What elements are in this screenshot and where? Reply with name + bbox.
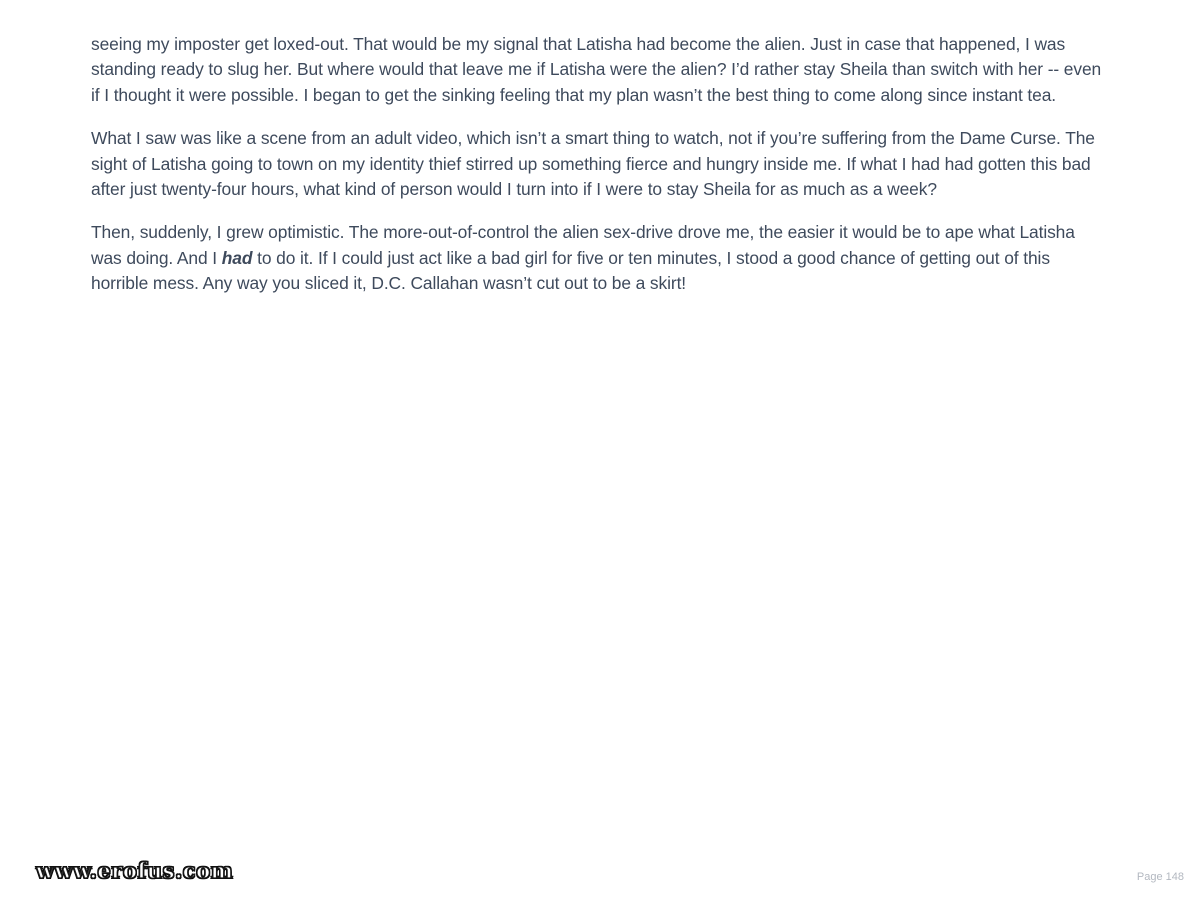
paragraph-1: seeing my imposter get loxed-out. That would be my signal that Latisha had become the alien. Just in case that happened, I was standing ready to slug her. But where would that leave me if Latisha were the alien? I’d rather stay Sheila than switch with her -- even if I thought it were possible. I began to get the sinking feeling that my plan wasn’t the best thing to come along since instant tea. (91, 34, 1102, 105)
paragraph-3-end: to do it. If I could just act like a bad girl for five or ten minutes, I stood a good chance of getting out of this horrible mess. Any way you sliced it, D.C. Callahan wasn’t cut out to be a skirt! (91, 247, 1050, 294)
paragraph-3-start: Then, suddenly, I grew optimistic. The more-out-of-control the alien sex-drive drove me, the easier it would be to ape what Latisha was doing. And I (91, 222, 1075, 268)
page-number: Page 148 (1136, 871, 1184, 883)
emphasized-word: had (221, 247, 253, 268)
document-body (91, 32, 1106, 315)
site-watermark: www.erofus.com (36, 858, 234, 883)
paragraph-3 (91, 220, 1106, 296)
paragraph-2: What I saw was like a scene from an adult video, which isn’t a smart thing to watch, not if you’re suffering from the Dame Curse. The sight of Latisha going to town on my identity thief stirred up something fierce and hungry inside me. If what I had had gotten this bad after just twenty-four hours, what kind of person would I turn into if I were to stay Sheila for as much as a week? (91, 128, 1095, 200)
